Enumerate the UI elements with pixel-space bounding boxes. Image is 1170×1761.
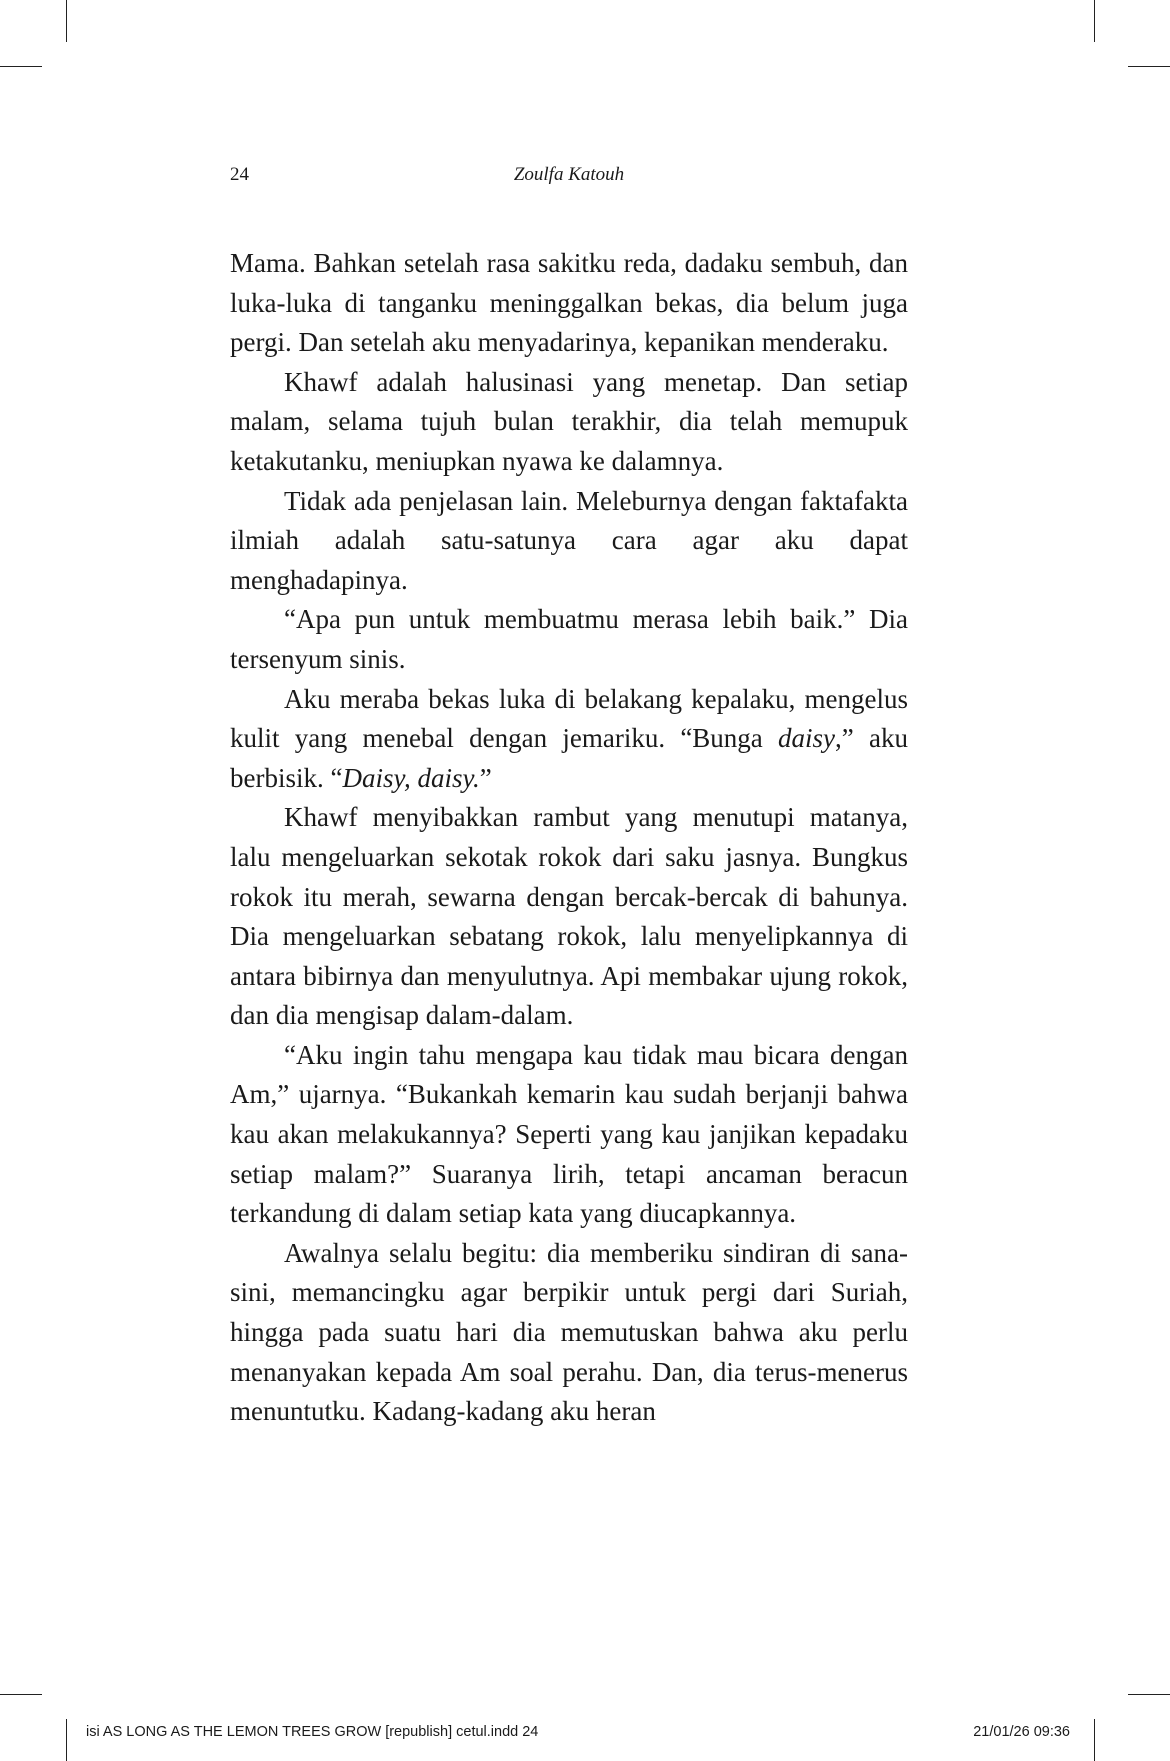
running-head [230,164,908,188]
crop-mark-bottom-left-vertical [66,1719,67,1761]
paragraph-5-italic-1: daisy [778,723,836,754]
paragraph-5-italic-2: Daisy, daisy. [342,762,480,793]
crop-mark-bottom-right-horizontal [1128,1694,1170,1695]
slug-filename: isi AS LONG AS THE LEMON TREES GROW [republish] cetul.indd 24 [86,1724,539,1740]
slug-datetime: 21/01/26 09:36 [973,1724,1070,1740]
paragraph-5-text-b: ,” aku berbisik. “ [230,723,909,793]
paragraph-3: Tidak ada penjelasan lain. Meleburnya dengan faktafakta ilmiah adalah satu-satunya cara agar aku dapat menghadapinya. [230,485,908,595]
running-title: Zoulfa Katouh [513,164,625,185]
paragraph-5-text-a: Aku meraba bekas luka di belakang kepalaku, mengelus kulit yang menebal dengan jemariku. “Bunga [230,683,908,754]
page-number: 24 [230,164,249,185]
crop-mark-bottom-right-vertical [1094,1719,1095,1761]
paragraph-5-text-c: ” [479,762,492,793]
crop-mark-bottom-left-horizontal [0,1694,42,1695]
crop-mark-top-left-horizontal [0,66,42,67]
paragraph-6: Khawf menyibakkan rambut yang menutupi matanya, lalu mengeluarkan sekotak rokok dari saku jasnya. Bungkus rokok itu merah, sewarna dengan bercak-bercak di bahunya. Dia mengeluarkan sebatang rokok, lalu menyelipkannya di antara bibirnya dan menyulutnya. Api membakar ujung rokok, dan dia mengisap dalam-dalam. [230,802,908,1031]
paragraph-8: Awalnya selalu begitu: dia memberiku sindiran di sana-sini, memancingku agar berpikir untuk pergi dari Suriah, hingga pada suatu hari dia memutuskan bahwa aku perlu menanyakan kepada Am soal perahu. Dan, dia terus-menerus menuntutku. Kadang-kadang aku heran [230,1237,908,1427]
paragraph-7: “Aku ingin tahu mengapa kau tidak mau bicara dengan Am,” ujarnya. “Bukankah kemarin kau sudah berjanji bahwa kau akan melakukannya? Seperti yang kau janjikan kepadaku setiap malam?” Suaranya lirih, tetapi ancaman beracun terkandung di dalam setiap kata yang diucapkannya. [230,1039,908,1229]
paragraph-5 [230,680,908,799]
paragraph-2: Khawf adalah halusinasi yang menetap. Dan setiap malam, selama tujuh bulan terakhir, dia telah memupuk ketakutanku, meniupkan nyawa ke dalamnya. [230,366,908,476]
crop-mark-top-left-vertical [66,0,67,42]
paragraph-1: Mama. Bahkan setelah rasa sakitku reda, dadaku sembuh, dan luka-luka di tanganku meninggalkan bekas, dia belum juga pergi. Dan setelah aku menyadarinya, kepanikan menderaku. [230,248,908,358]
crop-mark-top-right-vertical [1094,0,1095,42]
body-text [230,244,908,1432]
paragraph-4: “Apa pun untuk membuatmu merasa lebih baik.” Dia tersenyum sinis. [230,604,908,674]
crop-mark-top-right-horizontal [1128,66,1170,67]
